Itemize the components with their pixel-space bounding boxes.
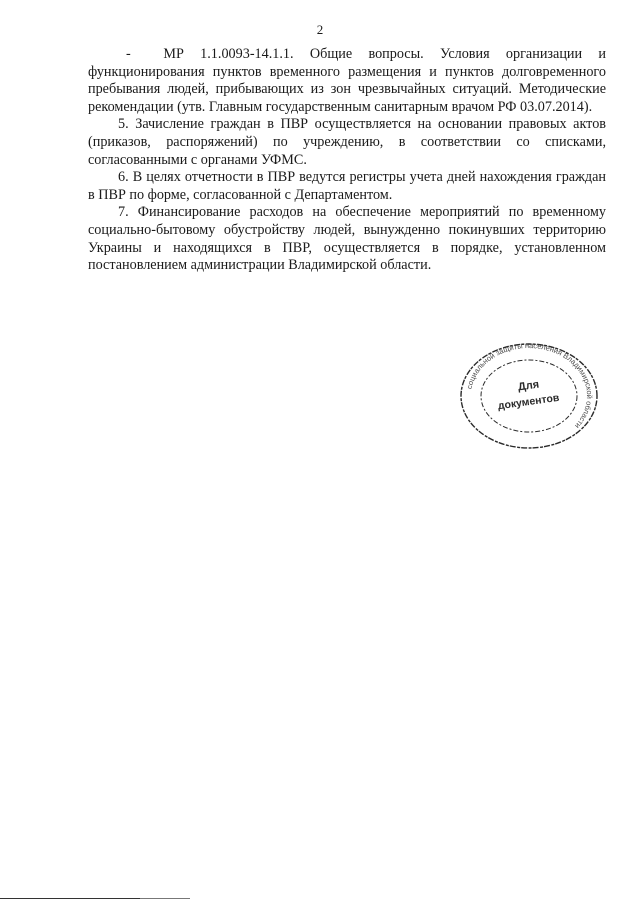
document-stamp [455,339,603,453]
bottom-rule-extension [140,898,190,899]
stamp-center-line1: Для [517,378,540,394]
document-body [88,46,606,275]
paragraph-regulation-reference: - МР 1.1.0093-14.1.1. Общие вопросы. Условия организации и функционирования пунктов временного размещения и пунктов долговременного пребывания людей, прибывающих из зон чрезвычайных ситуаций. Методические рекомендации (утв. Главным государственным санитарным врачом РФ 03.07.2014). [88,46,606,115]
paragraph-7-financing: 7. Финансирование расходов на обеспечение мероприятий по временному социально-бытовому обустройству людей, вынужденно покинувших территорию Украины и находящихся в ПВР, осуществляется в порядке, установленном постановлением администрации Владимирской области. [88,204,606,274]
paragraph-6-reporting: 6. В целях отчетности в ПВР ведутся регистры учета дней нахождения граждан в ПВР по форме, согласованной с Департаментом. [88,169,606,203]
page-number: 2 [316,22,324,37]
bottom-rule [0,898,140,899]
paragraph-5-enrollment: 5. Зачисление граждан в ПВР осуществляется на основании правовых актов (приказов, распоряжений) по учреждению, в соответствии со списками, согласованными с органами УФМС. [88,116,606,168]
stamp-ring-text: социальной защиты населения Владимирской области [464,340,595,431]
stamp-center-line2: документов [497,391,561,413]
